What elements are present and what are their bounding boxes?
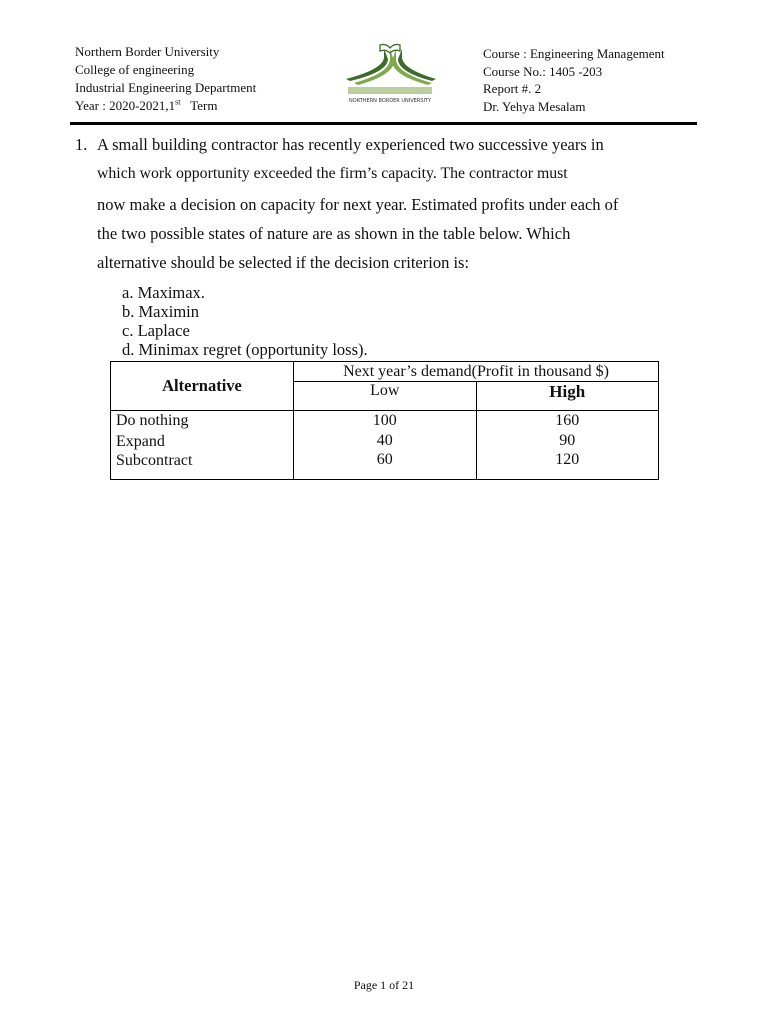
university-logo <box>340 43 440 105</box>
alternative-name: Subcontract <box>116 452 193 469</box>
question-line: A small building contractor has recently experienced two successive years in <box>97 135 604 154</box>
university-name: Northern Border University <box>75 44 220 59</box>
question-line: which work opportunity exceeded the firm’s capacity. The contractor must <box>97 165 568 182</box>
header-right <box>483 45 665 115</box>
criterion-item: c. Laplace <box>122 321 190 340</box>
alternative-name: Expand <box>116 432 165 450</box>
question-line: alternative should be selected if the decision criterion is: <box>97 253 470 272</box>
question-line: now make a decision on capacity for next year. Estimated profits under each of <box>97 195 619 214</box>
high-value: 90 <box>559 431 576 449</box>
alternative-names <box>111 411 294 480</box>
course-name: Course : Engineering Management <box>483 46 665 61</box>
alternative-name: Do nothing <box>116 412 189 429</box>
low-header: Low <box>294 382 477 411</box>
low-values <box>294 411 477 480</box>
low-value: 40 <box>376 431 393 449</box>
high-value: 120 <box>555 451 580 468</box>
criterion-item: b. Maximin <box>122 302 199 321</box>
page-number: Page 1 of 21 <box>353 978 415 992</box>
college-name: College of engineering <box>75 62 195 77</box>
svg-text:NORTHERN BORDER UNIVERSITY: NORTHERN BORDER UNIVERSITY <box>348 98 432 104</box>
question-line: the two possible states of nature are as shown in the table below. Which <box>97 224 571 243</box>
course-number: Course No.: 1405 -203 <box>483 63 603 79</box>
header-divider <box>70 122 697 125</box>
department-name: Industrial Engineering Department <box>75 80 257 95</box>
alternative-header: Alternative <box>111 362 294 411</box>
demand-header: Next year’s demand(Profit in thousand $) <box>294 362 659 382</box>
high-value: 160 <box>555 412 580 429</box>
question-number: 1. <box>75 135 88 154</box>
criterion-item: a. Maximax. <box>122 283 205 302</box>
low-value: 60 <box>376 451 393 468</box>
low-value: 100 <box>372 412 397 429</box>
profit-table <box>110 361 659 480</box>
report-number: Report #. 2 <box>483 81 542 96</box>
academic-year: Year : 2020-2021,1st Term <box>75 97 218 113</box>
header-left <box>75 43 256 115</box>
table-row <box>111 411 659 480</box>
criteria-list <box>122 283 368 359</box>
high-header: High <box>476 382 659 411</box>
instructor-name: Dr. Yehya Mesalam <box>483 98 586 114</box>
criterion-item: d. Minimax regret (opportunity loss). <box>122 340 368 359</box>
high-values <box>476 411 659 480</box>
